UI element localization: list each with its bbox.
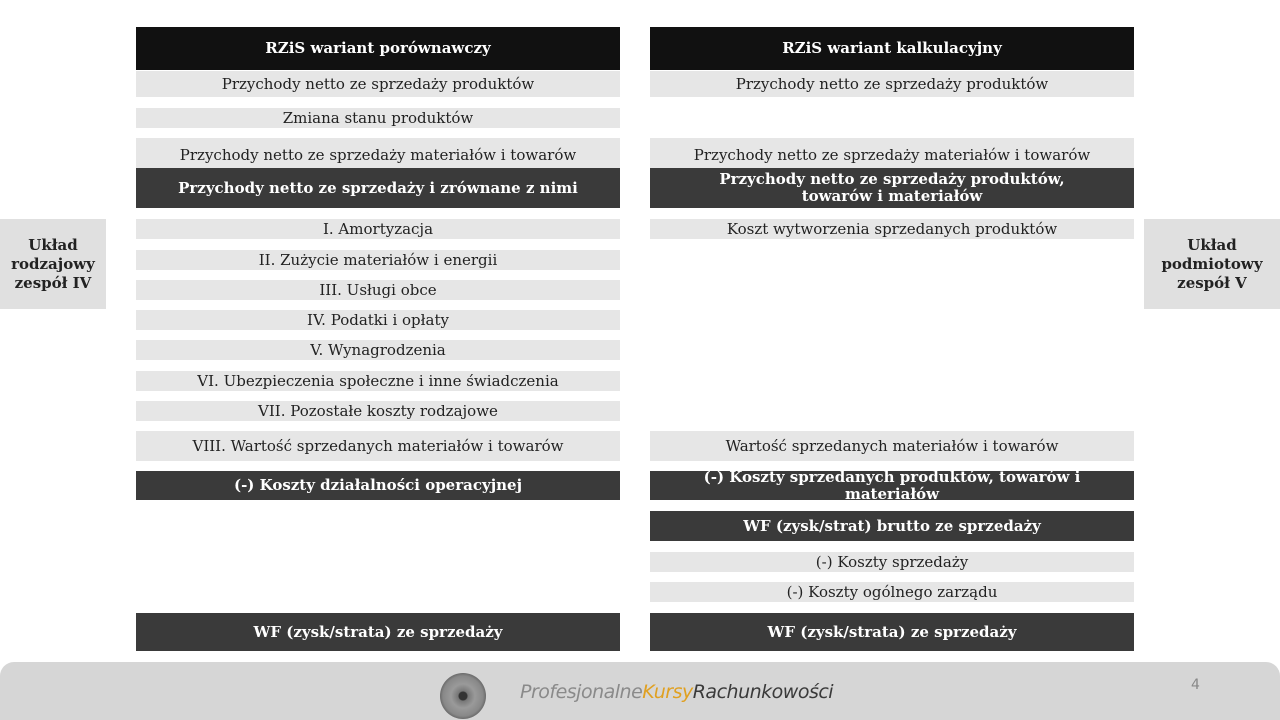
side-right-line: zespół V bbox=[1177, 273, 1247, 292]
left-row-costs: (-) Koszty działalności operacyjnej bbox=[136, 471, 620, 500]
right-row: Przychody netto ze sprzedaży produktów bbox=[650, 71, 1134, 97]
left-row: VII. Pozostałe koszty rodzajowe bbox=[136, 401, 620, 421]
left-row: I. Amortyzacja bbox=[136, 219, 620, 239]
side-right-line: podmiotowy bbox=[1161, 254, 1263, 273]
side-right-line: Układ bbox=[1187, 235, 1237, 254]
logo-circle-icon bbox=[440, 673, 486, 719]
right-row-costs: (-) Koszty sprzedanych produktów, towarów i materiałów bbox=[650, 471, 1134, 500]
side-left-line: rodzajowy bbox=[11, 254, 95, 273]
side-label-right bbox=[1144, 219, 1280, 309]
right-row: Przychody netto ze sprzedaży materiałów i towarów bbox=[650, 138, 1134, 168]
brand-logo bbox=[520, 681, 833, 703]
brand-part: Rachunkowości bbox=[692, 681, 834, 703]
left-row: Przychody netto ze sprzedaży materiałów i towarów bbox=[136, 138, 620, 168]
left-row: II. Zużycie materiałów i energii bbox=[136, 250, 620, 270]
brand-part: Profesjonalne bbox=[520, 681, 643, 703]
left-row: VIII. Wartość sprzedanych materiałów i towarów bbox=[136, 431, 620, 461]
right-row: Wartość sprzedanych materiałów i towarów bbox=[650, 431, 1134, 461]
left-row: Zmiana stanu produktów bbox=[136, 108, 620, 128]
right-row: Koszt wytworzenia sprzedanych produktów bbox=[650, 219, 1134, 239]
right-row-result: WF (zysk/strata) ze sprzedaży bbox=[650, 613, 1134, 651]
left-row: Przychody netto ze sprzedaży produktów bbox=[136, 71, 620, 97]
page-number: 4 bbox=[1191, 677, 1200, 693]
right-row: (-) Koszty sprzedaży bbox=[650, 552, 1134, 572]
left-row-result: WF (zysk/strata) ze sprzedaży bbox=[136, 613, 620, 651]
side-left-line: Układ bbox=[28, 235, 78, 254]
left-header: RZiS wariant porównawczy bbox=[136, 27, 620, 70]
left-row: IV. Podatki i opłaty bbox=[136, 310, 620, 330]
left-row-total: Przychody netto ze sprzedaży i zrównane z nimi bbox=[136, 168, 620, 208]
left-row: III. Usługi obce bbox=[136, 280, 620, 300]
right-row-gross: WF (zysk/strat) brutto ze sprzedaży bbox=[650, 511, 1134, 541]
right-row-total: Przychody netto ze sprzedaży produktów, towarów i materiałów bbox=[650, 168, 1134, 208]
side-label-left bbox=[0, 219, 106, 309]
right-header: RZiS wariant kalkulacyjny bbox=[650, 27, 1134, 70]
brand-part: Kursy bbox=[642, 681, 693, 703]
left-row: VI. Ubezpieczenia społeczne i inne świadczenia bbox=[136, 371, 620, 391]
side-left-line: zespół IV bbox=[14, 273, 92, 292]
left-row: V. Wynagrodzenia bbox=[136, 340, 620, 360]
right-row: (-) Koszty ogólnego zarządu bbox=[650, 582, 1134, 602]
